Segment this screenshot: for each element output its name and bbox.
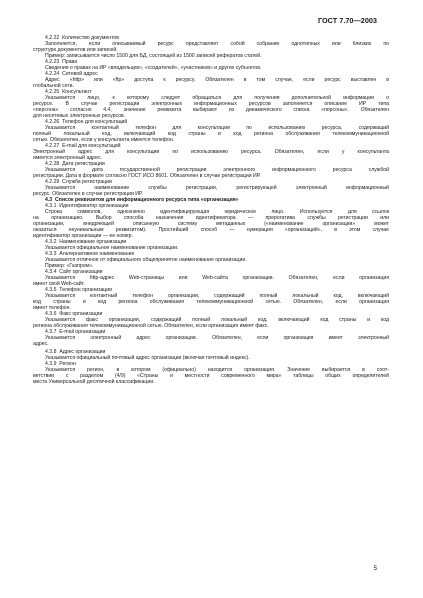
page-number: 5 <box>373 565 377 572</box>
text-line: Указывается официальный почтовый адрес организации (включая почтовый индекс). <box>45 354 250 361</box>
text-line: ресурс. Обязателен в случае регистрации ИР. <box>33 190 143 197</box>
text-line: Электронный адрес для консультации по использованию ресурса. Обязателен, если у консультанта <box>33 148 389 155</box>
text-line: 4.3.1 Идентификатор организации <box>45 202 129 209</box>
text-line: глобальной сети. <box>33 82 74 89</box>
text-line: 4.3.5 Телефон организации <box>45 287 112 294</box>
text-line: 4.2.27 E-mail для консультаций <box>45 142 121 149</box>
text-line: «персона» согласно 4.4, значение реквизита выбирают из динамического списка «персоны». Обязателен <box>33 106 389 113</box>
text-line: на организацию. Выбор способа назначения идентификатора — прерогатива службы регистрации или <box>33 214 389 221</box>
text-line: места Универсальной десятичной классификации. <box>33 378 155 385</box>
text-line: организации, внедряющей описанную систему метаданных («наименование организации» может <box>33 220 389 227</box>
text-line: 4.2.25 Консультант <box>45 88 92 95</box>
text-line: 4.2.22 Количество документов <box>45 34 119 41</box>
text-line: Заполняется, если описываемый ресурс представляет собой собрание однотипных или близких по <box>45 40 389 47</box>
document-code-header: ГОСТ 7.70—2003 <box>317 16 377 25</box>
text-line: Пример: «Газпром». <box>45 263 94 270</box>
text-line: имеет свой Web-сайт. <box>33 281 85 288</box>
text-line: Указывается официальное наименование организации. <box>45 245 179 252</box>
text-line: адрес. <box>33 341 49 348</box>
text-line: 4.2.24 Сетевой адрес <box>45 70 98 77</box>
text-line: имеет телефон. <box>33 305 71 312</box>
text-line: 4.3.6 Факс организации <box>45 311 103 318</box>
text-line: Пример: записывается число 1500 для БД, состоящей из 1500 записей рефератов статей. <box>45 52 262 59</box>
text-line: Указывается лицо, к которому следует обращаться для получения дополнительной информации о <box>45 94 389 101</box>
text-line: регистрации. Дата в формате согласно ГОСТ ИСО 8601. Обязателен в случае регистрации ИР. <box>33 172 261 179</box>
text-line: 4.2.28 Дата регистрации <box>45 160 105 167</box>
text-line: оказаться неуникальным реквизитом). Простейший способ — нумерация «организаций», в этом случае <box>33 227 389 233</box>
text-line: код страны и код региона обслуживания телекоммуникационной сетью. Обязателен, если организация <box>33 299 389 306</box>
text-line: Указывается наименование службы регистрации, регистрирующей электронный информационный <box>45 184 389 191</box>
text-line: идентификатор организации — ее номер. <box>33 233 133 240</box>
text-line: Адрес «http» или «ftp» доступа к ресурсу. Обязателен в том случае, если ресурс выставлен в <box>45 76 389 83</box>
text-line: Указывается http-адрес Web-страницы или Web-сайта организации. Обязателен, если организация <box>45 275 389 282</box>
text-line: Указывается регион, в котором (официально) находится организация. Значение выбирается в соот- <box>45 366 389 373</box>
text-line: 4.2.23 Права <box>45 58 78 65</box>
text-line: 4.3.8 Адрес организации <box>45 348 106 355</box>
text-line: 4.3.3 Альтернативное наименование <box>45 251 135 258</box>
text-line: Сведения о правах на ИР «владельцев», «создателей», «участников» и других субъектов. <box>45 64 262 71</box>
document-body <box>33 35 389 386</box>
text-line: 4.3.2 Наименование организации <box>45 239 127 246</box>
text-line: Указывается контактный телефон организации, содержащий полный локальный код, включающий <box>45 293 389 300</box>
text-line: 4.3 Список реквизитов для информационного ресурса типа «организация» <box>45 196 239 203</box>
text-line: 4.3.9 Регион <box>45 360 76 367</box>
text-line: 4.2.26 Телефон для консультаций <box>45 118 128 125</box>
text-line: 4.2.29 Служба регистрации <box>45 178 112 185</box>
text-line: Указывается факс организации, содержащий полный локальный код, включающий код страны и код <box>45 317 389 324</box>
text-line: ветствии с разделом (4/9) «Страны и местности современного мира» таблицы общих определителей <box>33 372 389 379</box>
text-line: для несетевых электронных ресурсов. <box>33 112 126 119</box>
text-line: 4.3.4 Сайт организации <box>45 269 103 276</box>
text-line: структуре документов или записей. <box>33 46 118 53</box>
text-line: полный локальный код, включающий код страны и код региона обслуживания телекоммуникационной <box>33 130 389 137</box>
text-line: Указывается контактный телефон для консультации по использованию ресурса, содержащий <box>45 124 389 131</box>
text-line: Строка символов, однозначно идентифицирующая юридическое лицо. Используется для ссылок <box>45 208 389 215</box>
text-line: ресурсе. В случае регистрации электронных информационных ресурсов заполняется описание ИР типа <box>33 100 389 107</box>
text-line: Указывается дата государственной регистрации электронного информационного ресурса службой <box>45 166 389 173</box>
text-line: Указывается электронный адрес организации. Обязателен, если организация имеет электронный <box>45 335 389 342</box>
text-line: сетью. Обязателен, если у консультанта имеется телефон. <box>33 136 175 143</box>
text-line: 4.3.7 E-mail организации <box>45 329 106 336</box>
text-line: Указывается отличное от официального общепринятое наименование организации. <box>45 257 247 264</box>
text-line: региона обслуживания телекоммуникационной сетью. Обязателен, если организация имеет факс. <box>33 323 269 330</box>
text-line: имеется электронный адрес. <box>33 154 103 161</box>
